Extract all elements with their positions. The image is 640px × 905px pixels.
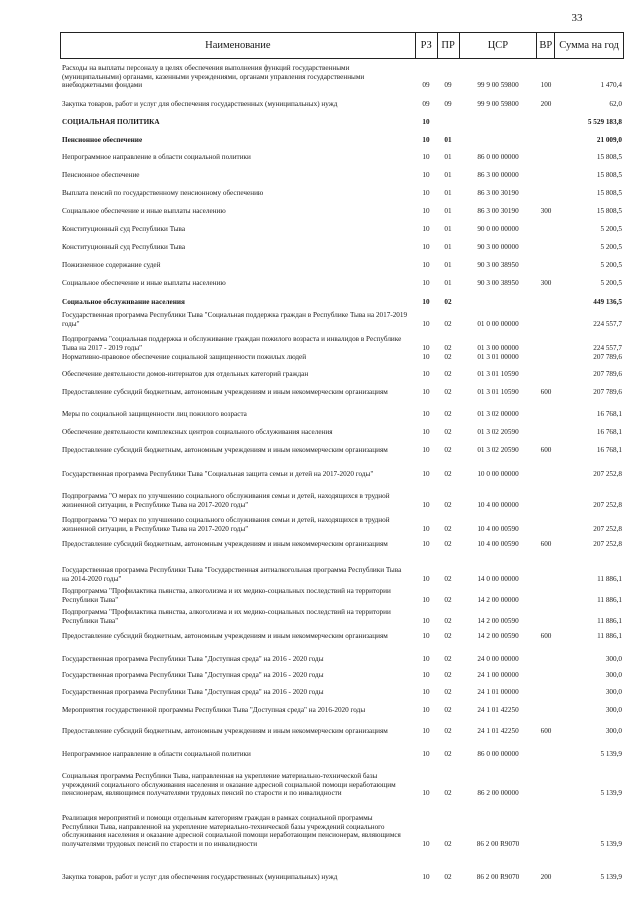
cell-vr: 600 [540, 632, 552, 640]
cell-vr: 600 [540, 388, 552, 396]
cell-sum: 5 139,9 [600, 750, 622, 758]
cell-rz: 10 [422, 574, 430, 583]
cell-csr: 24 1 01 00000 [477, 688, 519, 696]
cell-sum: 15 808,5 [596, 153, 622, 161]
cell-pr: 02 [444, 595, 452, 604]
cell-name: Предоставление субсидий бюджетным, автономным учреждениям и иным некоммерческим организациям [62, 446, 388, 454]
table-row [60, 298, 624, 307]
cell-csr: 86 0 00 00000 [477, 750, 519, 758]
cell-name: Предоставление субсидий бюджетным, автономным учреждениям и иным некоммерческим организациям [62, 727, 388, 735]
table-row [60, 370, 624, 379]
table-row [60, 171, 624, 180]
cell-sum: 207 252,8 [593, 540, 622, 548]
cell-pr: 02 [444, 671, 452, 679]
cell-pr: 01 [444, 243, 452, 251]
cell-pr: 01 [444, 171, 452, 179]
cell-rz: 10 [422, 118, 430, 126]
cell-csr: 90 3 00 38950 [477, 279, 519, 287]
header-csr: ЦСР [459, 33, 537, 58]
cell-csr: 90 0 00 00000 [477, 225, 519, 233]
cell-sum: 11 886,1 [597, 632, 622, 640]
table-row [60, 492, 624, 509]
cell-pr: 02 [444, 574, 452, 583]
cell-pr: 02 [444, 540, 452, 548]
table-row [60, 189, 624, 198]
cell-csr: 01 0 00 00000 [477, 319, 519, 328]
cell-sum: 21 009,0 [596, 136, 622, 144]
cell-csr: 86 3 00 00000 [477, 171, 519, 179]
table-row [60, 100, 624, 109]
cell-sum: 300,0 [605, 671, 622, 679]
cell-name: Конституционный суд Республики Тыва [62, 225, 186, 233]
cell-rz: 10 [422, 524, 430, 533]
cell-csr: 86 0 00 00000 [477, 153, 519, 161]
cell-csr: 01 3 02 20590 [477, 428, 519, 436]
cell-rz: 10 [422, 671, 430, 679]
cell-rz: 10 [422, 225, 430, 233]
cell-sum: 16 768,1 [596, 428, 622, 436]
cell-pr: 02 [444, 298, 452, 306]
cell-vr: 300 [540, 279, 552, 287]
cell-vr: 600 [540, 727, 552, 735]
cell-sum: 207 252,8 [593, 524, 622, 533]
cell-vr: 600 [540, 540, 552, 548]
cell-csr: 86 2 00 R9070 [476, 839, 520, 848]
cell-csr: 14 0 00 00000 [477, 574, 519, 583]
table-row [60, 353, 624, 362]
cell-name: Предоставление субсидий бюджетным, автономным учреждениям и иным некоммерческим организациям [62, 540, 388, 548]
cell-csr: 24 1 00 00000 [477, 671, 519, 679]
cell-sum: 5 139,9 [600, 839, 622, 848]
cell-pr: 01 [444, 261, 452, 269]
cell-csr: 90 3 00 38950 [477, 261, 519, 269]
cell-pr: 02 [444, 688, 452, 696]
cell-csr: 01 3 02 00000 [477, 410, 519, 418]
cell-sum: 5 529 183,8 [587, 118, 622, 126]
cell-name: Подпрограмма "О мерах по улучшению социального обслуживания семьи и детей, находящихся в трудной жизненной ситуации, в Республике Тыва на 2017-2020 годы" [62, 516, 390, 533]
cell-sum: 5 139,9 [600, 873, 622, 881]
cell-csr: 24 1 01 42250 [477, 727, 519, 735]
table-row [60, 727, 624, 736]
cell-name: Пожизненное содержание судей [62, 261, 161, 269]
cell-rz: 10 [422, 839, 430, 848]
cell-name: Социальное обслуживание населения [62, 298, 185, 306]
cell-rz: 10 [422, 243, 430, 251]
cell-csr: 01 3 01 10590 [477, 370, 519, 378]
cell-rz: 10 [422, 727, 430, 735]
cell-csr: 01 3 01 00000 [477, 353, 519, 361]
cell-vr: 200 [540, 100, 552, 108]
cell-pr: 02 [444, 789, 452, 798]
cell-name: СОЦИАЛЬНАЯ ПОЛИТИКА [62, 118, 160, 126]
cell-name: Социальное обеспечение и иные выплаты населению [62, 207, 226, 215]
cell-name: Закупка товаров, работ и услуг для обеспечения государственных (муниципальных) нужд [62, 873, 338, 881]
cell-pr: 02 [444, 353, 452, 361]
cell-pr: 09 [444, 81, 452, 90]
cell-sum: 15 808,5 [596, 171, 622, 179]
header-pr: ПР [437, 33, 459, 58]
cell-rz: 10 [422, 616, 430, 625]
cell-csr: 99 9 00 59800 [477, 81, 519, 90]
cell-pr: 02 [444, 524, 452, 533]
cell-pr: 02 [444, 655, 452, 663]
cell-name: Государственная программа Республики Тыва "Доступная среда" на 2016 - 2020 годы [62, 688, 324, 696]
cell-rz: 10 [422, 706, 430, 714]
table-row [60, 64, 624, 90]
cell-rz: 10 [422, 136, 430, 144]
table-row [60, 566, 624, 583]
cell-name: Закупка товаров, работ и услуг для обеспечения государственных (муниципальных) нужд [62, 100, 338, 108]
cell-pr: 01 [444, 136, 452, 144]
cell-csr: 24 0 00 00000 [477, 655, 519, 663]
cell-name: Подпрограмма "О мерах по улучшению социального обслуживания семьи и детей, находящихся в трудной жизненной ситуации, в Республике Тыва на 2017-2020 годы" [62, 492, 390, 509]
cell-name: Пенсионное обеспечение [62, 171, 140, 179]
cell-sum: 207 789,6 [593, 388, 622, 396]
cell-pr: 02 [444, 500, 452, 509]
cell-rz: 10 [422, 470, 430, 478]
cell-csr: 90 3 00 00000 [477, 243, 519, 251]
cell-vr: 300 [540, 207, 552, 215]
table-row [60, 279, 624, 288]
cell-rz: 10 [422, 410, 430, 418]
cell-sum: 15 808,5 [596, 189, 622, 197]
cell-rz: 10 [422, 153, 430, 161]
cell-rz: 10 [422, 388, 430, 396]
cell-sum: 11 886,1 [597, 616, 622, 625]
cell-rz: 10 [422, 353, 430, 361]
cell-name: Непрограммное направление в области социальной политики [62, 153, 251, 161]
cell-rz: 10 [422, 261, 430, 269]
cell-csr: 99 9 00 59800 [477, 100, 519, 108]
cell-sum: 15 808,5 [596, 207, 622, 215]
cell-csr: 86 2 00 R9070 [476, 873, 520, 881]
cell-pr: 02 [444, 873, 452, 881]
table-row [60, 873, 624, 882]
table-row [60, 587, 624, 604]
cell-name: Государственная программа Республики Тыва "Социальная поддержка граждан в Республике Тыва на 2017-2019 годы" [62, 311, 408, 328]
cell-vr: 100 [540, 81, 552, 90]
cell-sum: 62,0 [609, 100, 622, 108]
cell-name: Подпрограмма "Профилактика пьянства, алкоголизма и их медико-социальных последствий на территории Республики Тыва" [62, 587, 391, 604]
table-row [60, 388, 624, 397]
table-row [60, 540, 624, 549]
cell-pr: 02 [444, 839, 452, 848]
table-row [60, 470, 624, 479]
cell-rz: 10 [422, 446, 430, 454]
table-row [60, 814, 624, 848]
cell-csr: 86 3 00 30190 [477, 207, 519, 215]
table-row [60, 750, 624, 759]
cell-sum: 207 789,6 [593, 370, 622, 378]
cell-sum: 207 252,8 [593, 470, 622, 478]
cell-rz: 10 [422, 428, 430, 436]
cell-pr: 02 [444, 343, 452, 352]
cell-csr: 24 1 01 42250 [477, 706, 519, 714]
cell-pr: 02 [444, 632, 452, 640]
cell-name: Реализация мероприятий и помощи отдельным категориям граждан в рамках социальной программы Республики Тыва, направленной на укрепление материально-технической базы учреждений социального обслуживания населения и оказание адресной социальной помощи неработающим пенсионерам, являющимся получателями трудовых пенсий по старости и по инвалидности [62, 814, 401, 848]
table-row [60, 207, 624, 216]
cell-csr: 14 2 00 00590 [477, 616, 519, 625]
cell-name: Обеспечение деятельности комплексных центров социального обслуживания населения [62, 428, 333, 436]
cell-name: Государственная программа Республики Тыва "Доступная среда" на 2016 - 2020 годы [62, 655, 324, 663]
cell-name: Предоставление субсидий бюджетным, автономным учреждениям и иным некоммерческим организациям [62, 632, 388, 640]
table-row [60, 706, 624, 715]
table-row [60, 516, 624, 533]
cell-name: Государственная программа Республики Тыва "Государственная антиалкогольная программа Республики Тыва на 2014-2020 годы" [62, 566, 402, 583]
cell-name: Предоставление субсидий бюджетным, автономным учреждениям и иным некоммерческим организациям [62, 388, 388, 396]
cell-name: Меры по социальной защищенности лиц пожилого возраста [62, 410, 247, 418]
cell-csr: 86 2 00 00000 [477, 789, 519, 798]
cell-pr: 02 [444, 428, 452, 436]
cell-csr: 01 3 01 10590 [477, 388, 519, 396]
cell-pr: 01 [444, 279, 452, 287]
cell-sum: 207 252,8 [593, 500, 622, 509]
table-row [60, 410, 624, 419]
cell-csr: 14 2 00 00590 [477, 632, 519, 640]
cell-name: Конституционный суд Республики Тыва [62, 243, 186, 251]
cell-sum: 16 768,1 [596, 410, 622, 418]
cell-name: Расходы на выплаты персоналу в целях обеспечения выполнения функций государственными (муниципальными) органами, казенными учреждениями, органами управления государственными внебюджетными фондами [62, 64, 365, 90]
cell-name: Подпрограмма "Профилактика пьянства, алкоголизма и их медико-социальных последствий на территории Республики Тыва" [62, 608, 391, 625]
cell-rz: 09 [422, 81, 430, 90]
cell-sum: 300,0 [605, 727, 622, 735]
cell-csr: 10 4 00 00590 [477, 540, 519, 548]
table-row [60, 261, 624, 270]
table-row [60, 428, 624, 437]
cell-pr: 02 [444, 410, 452, 418]
cell-pr: 02 [444, 470, 452, 478]
cell-rz: 09 [422, 100, 430, 108]
cell-sum: 224 557,7 [593, 343, 622, 352]
cell-rz: 10 [422, 540, 430, 548]
page-number: 33 [571, 12, 583, 24]
table-row [60, 655, 624, 664]
cell-pr: 02 [444, 616, 452, 625]
cell-sum: 207 789,6 [593, 353, 622, 361]
cell-pr: 02 [444, 446, 452, 454]
cell-sum: 300,0 [605, 688, 622, 696]
cell-sum: 5 200,5 [600, 279, 622, 287]
cell-pr: 02 [444, 706, 452, 714]
cell-rz: 10 [422, 873, 430, 881]
cell-rz: 10 [422, 688, 430, 696]
cell-name: Пенсионное обеспечение [62, 136, 143, 144]
table-row [60, 118, 624, 127]
cell-pr: 01 [444, 225, 452, 233]
cell-csr: 86 3 00 30190 [477, 189, 519, 197]
cell-vr: 600 [540, 446, 552, 454]
cell-name: Государственная программа Республики Тыва "Социальная защита семьи и детей на 2017-2020 годы" [62, 470, 374, 478]
cell-csr: 01 3 00 00000 [477, 343, 519, 352]
cell-pr: 02 [444, 727, 452, 735]
table-row [60, 608, 624, 625]
cell-csr: 10 0 00 00000 [477, 470, 519, 478]
table-row [60, 446, 624, 455]
cell-pr: 01 [444, 207, 452, 215]
cell-vr: 200 [540, 873, 552, 881]
cell-name: Социальная программа Республики Тыва, направленная на укрепление материально-технической базы учреждений социального обслуживания населения и оказание адресной социальной помощи неработающим пенсионерам, являющимся получателями трудовых пенсий по старости и по инвалидности [62, 772, 396, 798]
cell-sum: 449 136,5 [593, 298, 622, 306]
cell-name: Непрограммное направление в области социальной политики [62, 750, 251, 758]
table-row [60, 688, 624, 697]
cell-rz: 10 [422, 750, 430, 758]
header-vr: ВР [536, 33, 554, 58]
cell-rz: 10 [422, 171, 430, 179]
table-row [60, 136, 624, 145]
table-row [60, 671, 624, 680]
cell-csr: 10 4 00 00000 [477, 500, 519, 509]
cell-name: Выплата пенсий по государственному пенсионному обеспечению [62, 189, 264, 197]
cell-rz: 10 [422, 207, 430, 215]
cell-rz: 10 [422, 632, 430, 640]
cell-pr: 01 [444, 153, 452, 161]
cell-rz: 10 [422, 343, 430, 352]
cell-rz: 10 [422, 789, 430, 798]
table-row [60, 632, 624, 641]
cell-csr: 14 2 00 00000 [477, 595, 519, 604]
cell-rz: 10 [422, 595, 430, 604]
cell-pr: 02 [444, 319, 452, 328]
cell-rz: 10 [422, 279, 430, 287]
cell-rz: 10 [422, 370, 430, 378]
cell-sum: 5 200,5 [600, 243, 622, 251]
cell-csr: 10 4 00 00590 [477, 524, 519, 533]
table-header [60, 32, 624, 59]
table-row [60, 311, 624, 328]
cell-sum: 300,0 [605, 655, 622, 663]
table-row [60, 335, 624, 352]
cell-rz: 10 [422, 189, 430, 197]
header-sum: Сумма на год [554, 33, 623, 58]
cell-name: Социальное обеспечение и иные выплаты населению [62, 279, 226, 287]
table-row [60, 243, 624, 252]
cell-csr: 01 3 02 20590 [477, 446, 519, 454]
cell-name: Мероприятия государственной программы Республики Тыва "Доступная среда" на 2016-2020 годы [62, 706, 366, 714]
cell-pr: 02 [444, 370, 452, 378]
header-rz: РЗ [415, 33, 437, 58]
cell-name: Нормативно-правовое обеспечение социальной защищенности пожилых людей [62, 353, 307, 361]
cell-sum: 11 886,1 [597, 595, 622, 604]
cell-sum: 224 557,7 [593, 319, 622, 328]
cell-sum: 5 200,5 [600, 225, 622, 233]
cell-rz: 10 [422, 319, 430, 328]
cell-sum: 5 200,5 [600, 261, 622, 269]
cell-pr: 01 [444, 189, 452, 197]
cell-name: Подпрограмма "социальная поддержка и обслуживание граждан пожилого возраста и инвалидов в Республике Тыва на 2017 - 2019 годы" [62, 335, 402, 352]
cell-rz: 10 [422, 655, 430, 663]
cell-sum: 16 768,1 [596, 446, 622, 454]
cell-name: Обеспечение деятельности домов-интернатов для отдельных категорий граждан [62, 370, 309, 378]
cell-sum: 1 470,4 [600, 81, 622, 90]
table-row [60, 153, 624, 162]
table-row [60, 772, 624, 798]
cell-rz: 10 [422, 500, 430, 509]
cell-pr: 02 [444, 388, 452, 396]
cell-pr: 02 [444, 750, 452, 758]
cell-rz: 10 [422, 298, 430, 306]
cell-sum: 5 139,9 [600, 789, 622, 798]
cell-pr: 09 [444, 100, 452, 108]
cell-name: Государственная программа Республики Тыва "Доступная среда" на 2016 - 2020 годы [62, 671, 324, 679]
cell-sum: 300,0 [605, 706, 622, 714]
table-row [60, 225, 624, 234]
cell-sum: 11 886,1 [597, 574, 622, 583]
header-name: Наименование [205, 40, 271, 51]
